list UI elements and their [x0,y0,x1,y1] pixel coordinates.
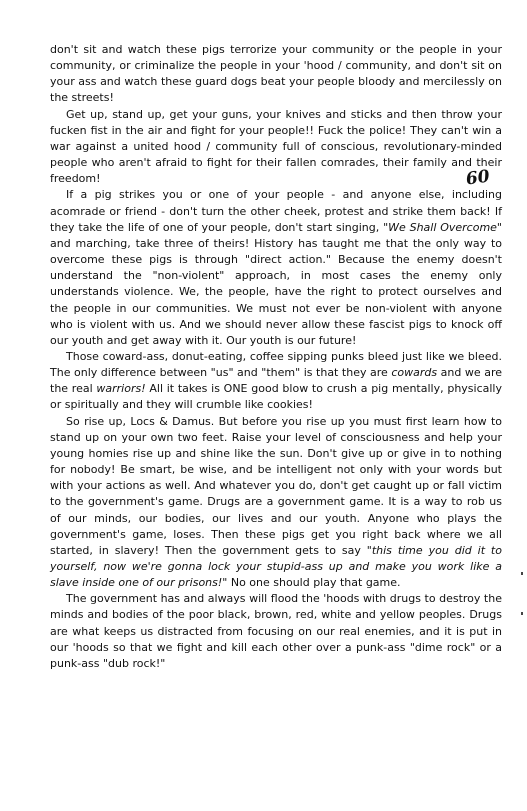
paragraph [50,187,502,349]
italic-text-run: warriors! [96,382,146,396]
text-run: Those coward-ass, donut-eating, coffee sipping punks bleed just like we bleed. The only difference between "us" and "them" is that they are [50,349,502,380]
handwritten-page-number: 60 [464,166,491,190]
body-text [50,42,502,672]
paragraph [50,107,502,188]
edge-mark [521,612,523,615]
text-run: The government has and always will flood the 'hoods with drugs to destroy the minds and bodies of the poor black, brown, red, white and yellow peoples. Drugs are what keeps us distracted from focusing on our real enemies, and it is put in our 'hoods so that we fight and kill each other over a punk-ass "dime rock" or a punk-ass "dub rock!" [50,592,502,670]
italic-text-run: "this time you did it to yourself, now we're gonna lock your stupid-ass up and make you work like a slave inside one of our prisons!" [50,543,502,590]
text-run: If a pig strikes you or one of your people - and anyone else, including acomrade or friend - don't turn the other cheek, protest and strike them back! If they take the life of one of your people, don't start singing, [50,188,502,234]
paragraph [50,414,502,592]
text-run: don't sit and watch these pigs terrorize your community or the people in your community, or criminalize the people in your 'hood / community, and don't sit on your ass and watch these guard dogs beat your people bloody and mercilessly on the streets! [50,43,502,105]
text-run: and marching, take three of theirs! History has taught me that the only way to overcome these pigs is through "direct action." Because the enemy doesn't understand the "non-violent" approach, in most cases the enemy only understands violence. We, the people, have the right to protect ourselves and the people in our communities. We must not ever be non-violent with anyone who is violent with us. And we should never allow these fascist pigs to knock off our youth and get away with it. Our youth is our future! [50,236,502,347]
text-run: and we are the real [50,366,502,396]
text-run: All it takes is ONE good blow to crush a pig mentally, physically or spiritually and they will crumble like cookies! [50,382,502,412]
italic-text-run: "We Shall Overcome" [383,220,502,234]
text-run: Get up, stand up, get your guns, your knives and sticks and then throw your fucken fist in the air and fight for your people!! Fuck the police! They can't win a war against a united hood / community full of conscious, revolutionary-minded people who aren't afraid to fight for their fallen comrades, their family and their freedom! [50,107,502,186]
edge-mark [521,572,523,575]
text-run: No one should play that game. [227,576,401,590]
paragraph [50,42,502,107]
text-run: So rise up, Locs & Damus. But before you rise up you must first learn how to stand up on your own two feet. Raise your level of consciousness and help your young homies rise up and shine like the sun. Don't give up or give in to nothing for nobody! Be smart, be wise, and be intelligent not only with your words but with your actions as well. And whatever you do, don't get caught up or fall victim to the government's game. Drugs are a government game. It is a way to rob us of our minds, our bodies, our lives and our youth. Anyone who plays the government's game, loses. Then these pigs get you right back where we all started, in slavery! Then the government gets to say [50,414,502,557]
paragraph [50,349,502,414]
paragraph [50,591,502,672]
italic-text-run: cowards [391,366,438,380]
